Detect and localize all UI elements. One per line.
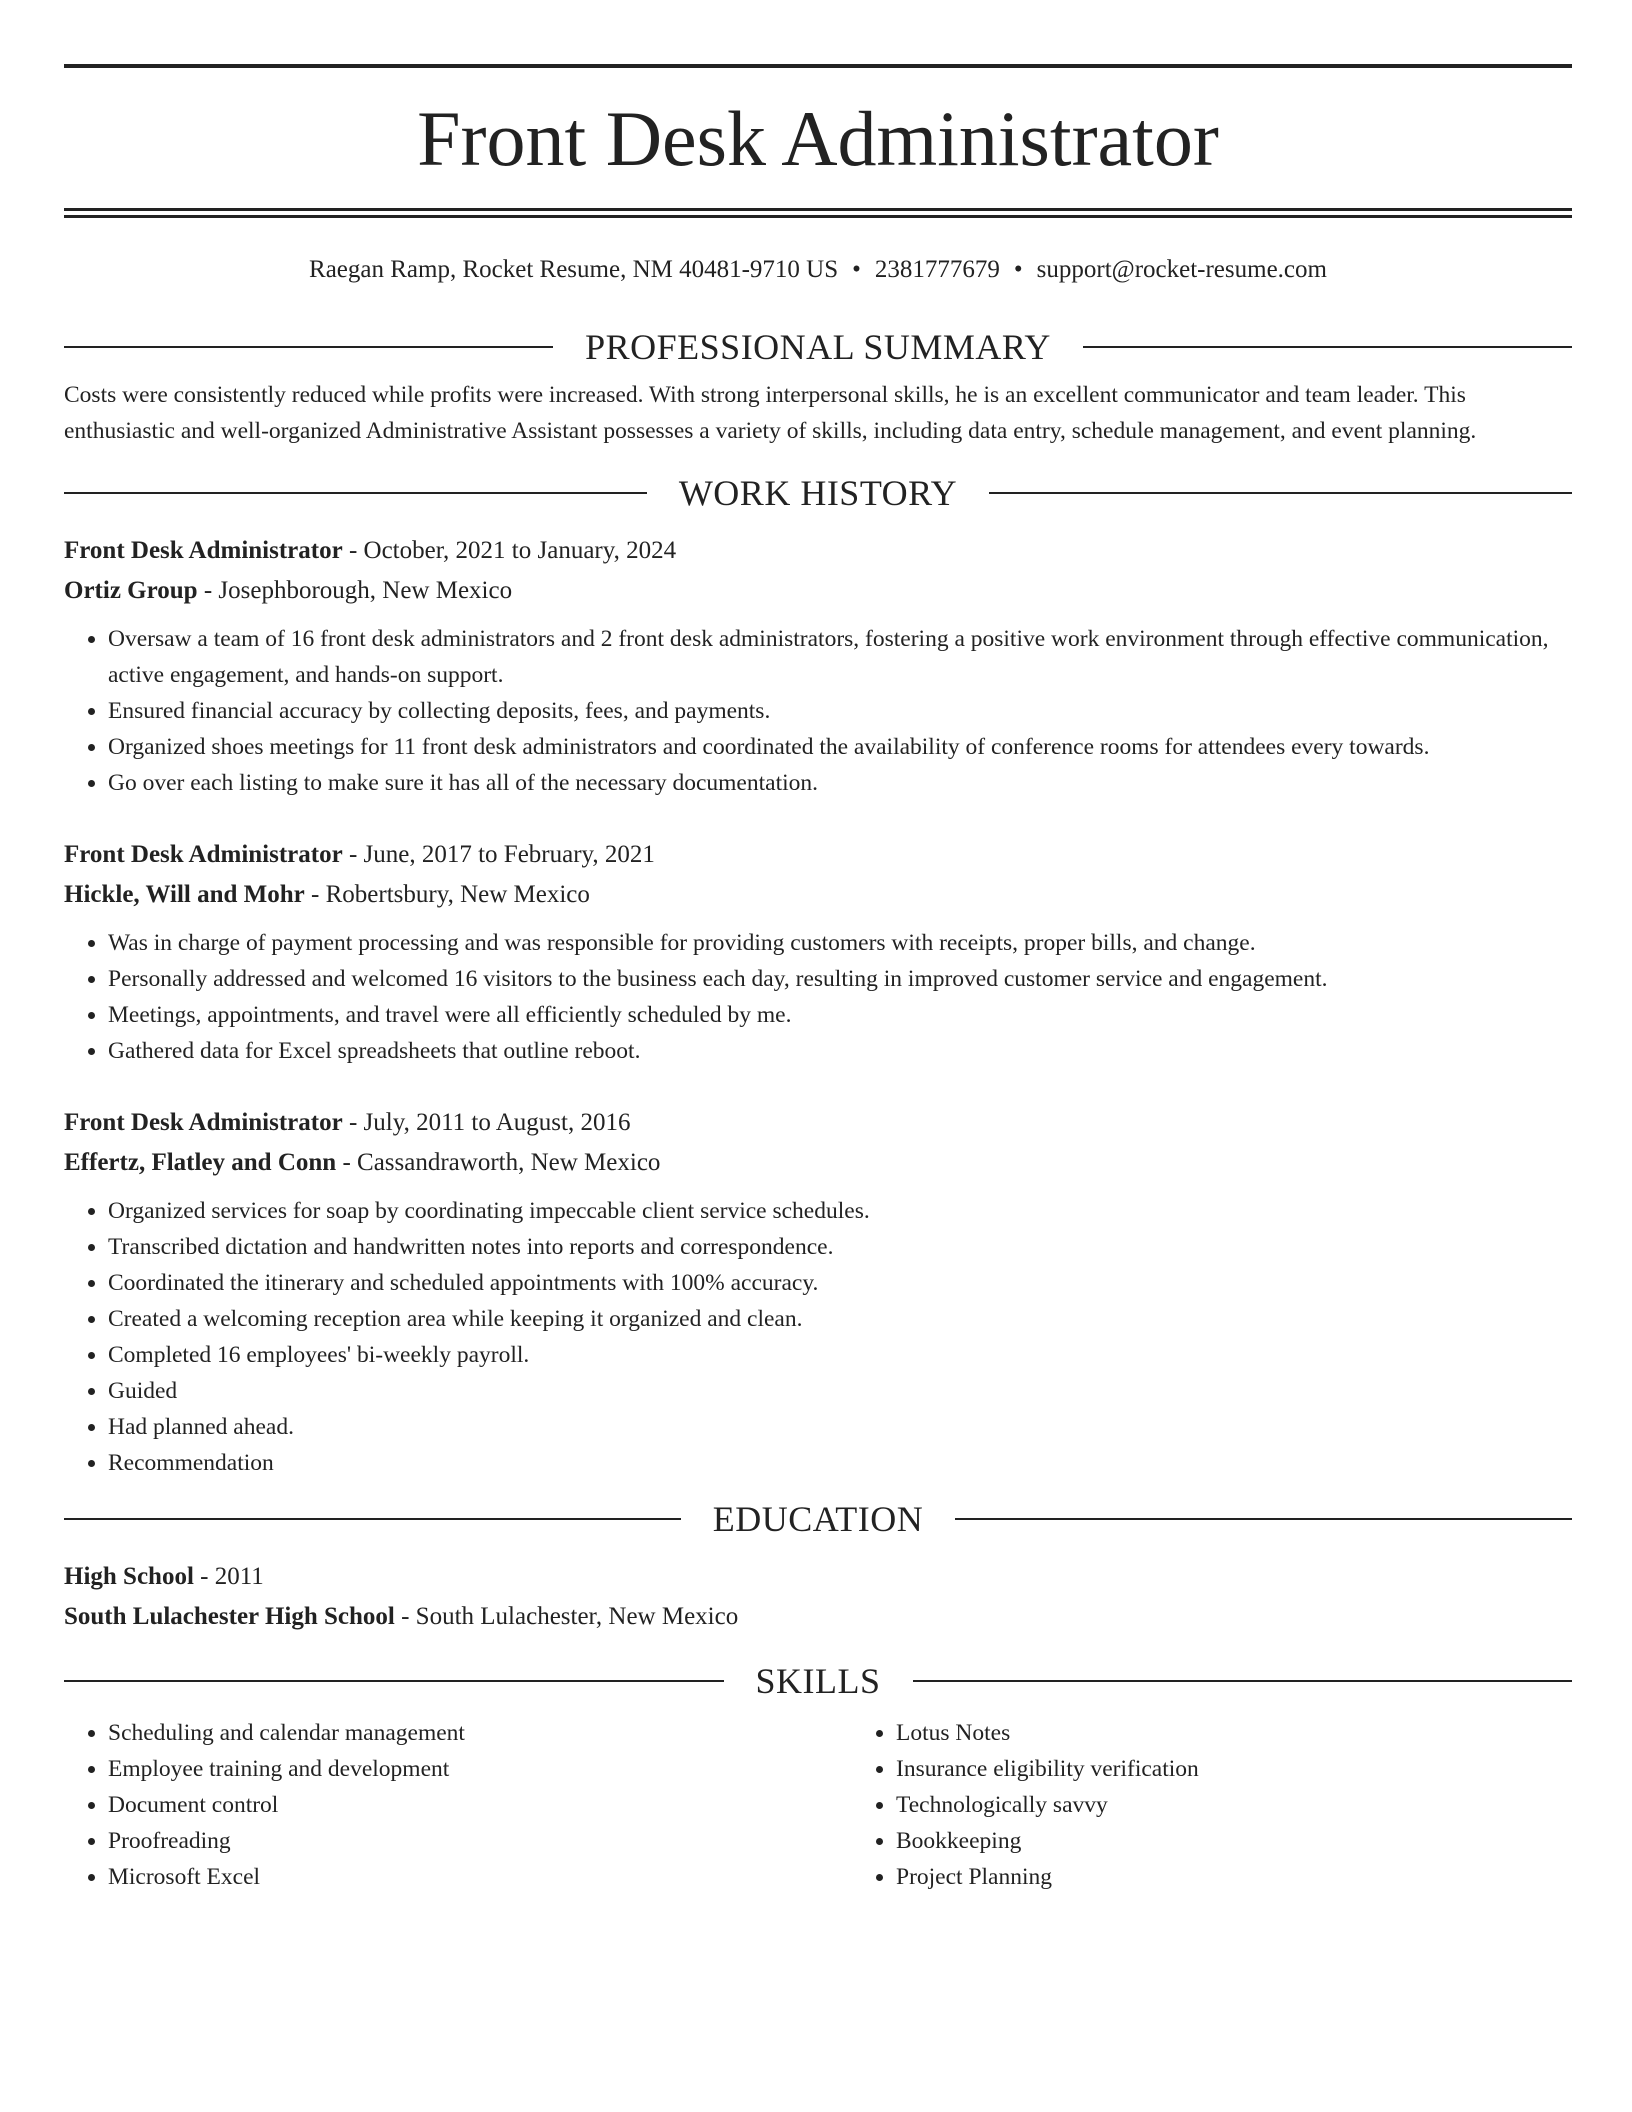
education-location: - South Lulachester, New Mexico: [394, 1602, 739, 1630]
job-title: Front Desk Administrator: [64, 536, 343, 564]
section-title-work-history: WORK HISTORY: [678, 472, 958, 513]
section-rule-right: [955, 1518, 1572, 1520]
list-item: • Completed 16 employees' bi-weekly payroll.: [108, 1337, 1572, 1373]
skill-item: • Project Planning: [896, 1859, 1632, 1895]
list-item: • Created a welcoming reception area while keeping it organized and clean.: [108, 1301, 1572, 1337]
job-entry-1: [64, 531, 1572, 801]
list-item: • Transcribed dictation and handwritten notes into reports and correspondence.: [108, 1229, 1572, 1265]
skills-list-right: [852, 1715, 1632, 1895]
job-title: Front Desk Administrator: [64, 840, 343, 868]
contact-separator: •: [852, 256, 861, 283]
section-rule-right: [989, 492, 1572, 494]
resume-page: [64, 64, 1572, 1895]
job-title: Front Desk Administrator: [64, 1108, 343, 1136]
skills-columns: [64, 1715, 1572, 1895]
list-item: • Oversaw a team of 16 front desk administrators and 2 front desk administrators, fostering a positive work environment through effective communication, active engagement, and hands-on support.: [108, 621, 1572, 693]
job-title-line: [64, 835, 1572, 875]
job-title-line: [64, 1103, 1572, 1143]
resume-title: Front Desk Administrator: [417, 95, 1219, 182]
education-degree-line: [64, 1557, 1572, 1597]
section-rule-left: [64, 1518, 681, 1520]
skill-item: • Document control: [108, 1787, 852, 1823]
list-item: • Personally addressed and welcomed 16 visitors to the business each day, resulting in improved customer service and engagement.: [108, 961, 1572, 997]
section-header-work-history: [64, 473, 1572, 513]
job-entry-3: [64, 1103, 1572, 1481]
list-item: • Organized services for soap by coordinating impeccable client service schedules.: [108, 1193, 1572, 1229]
list-item: • Recommendation: [108, 1445, 1572, 1481]
list-item: • Gathered data for Excel spreadsheets that outline reboot.: [108, 1033, 1572, 1069]
section-rule-left: [64, 1680, 724, 1682]
skill-item: • Insurance eligibility verification: [896, 1751, 1632, 1787]
skill-item: • Scheduling and calendar management: [108, 1715, 852, 1751]
education-year: - 2011: [193, 1562, 264, 1590]
list-item: • Guided: [108, 1373, 1572, 1409]
job-location: - Josephborough, New Mexico: [197, 576, 513, 604]
section-title-education: EDUCATION: [712, 1498, 924, 1539]
list-item: • Meetings, appointments, and travel were all efficiently scheduled by me.: [108, 997, 1572, 1033]
title-double-rule: [64, 208, 1572, 218]
job-bullets: [64, 1193, 1572, 1481]
job-company: Effertz, Flatley and Conn: [64, 1148, 337, 1176]
skill-item: • Lotus Notes: [896, 1715, 1632, 1751]
skill-item: • Microsoft Excel: [108, 1859, 852, 1895]
contact-phone: 2381777679: [874, 256, 1000, 283]
job-company: Ortiz Group: [64, 576, 198, 604]
job-dates: - October, 2021 to January, 2024: [342, 536, 677, 564]
contact-email[interactable]: support@rocket-resume.com: [1036, 256, 1327, 283]
summary-text: Costs were consistently reduced while profits were increased. With strong interpersonal skills, he is an excellent communicator and team leader. This enthusiastic and well-organized Administrative Assistant possesses a variety of skills, including data entry, schedule management, and event planning.: [64, 382, 1477, 444]
job-company-line: [64, 571, 1572, 611]
list-item: • Ensured financial accuracy by collecting deposits, fees, and payments.: [108, 693, 1572, 729]
skill-item: • Employee training and development: [108, 1751, 852, 1787]
section-rule-right: [913, 1680, 1573, 1682]
job-title-line: [64, 531, 1572, 571]
section-title-summary: PROFESSIONAL SUMMARY: [585, 327, 1051, 367]
list-item: • Had planned ahead.: [108, 1409, 1572, 1445]
skill-item: • Technologically savvy: [896, 1787, 1632, 1823]
contact-address: Raegan Ramp, Rocket Resume, NM 40481-9710 US: [309, 256, 839, 283]
job-location: - Cassandraworth, New Mexico: [336, 1148, 661, 1176]
list-item: • Was in charge of payment processing and was responsible for providing customers with receipts, proper bills, and change.: [108, 925, 1572, 961]
list-item: • Organized shoes meetings for 11 front desk administrators and coordinated the availability of conference rooms for attendees every towards.: [108, 729, 1572, 765]
education-school-line: [64, 1597, 1572, 1637]
job-bullets: [64, 621, 1572, 801]
section-header-summary: [64, 327, 1572, 367]
job-dates: - June, 2017 to February, 2021: [342, 840, 655, 868]
top-rule: [64, 64, 1572, 68]
job-location: - Robertsbury, New Mexico: [304, 880, 590, 908]
contact-separator: •: [1013, 256, 1023, 283]
section-header-skills: [64, 1661, 1572, 1701]
job-bullets: [64, 925, 1572, 1069]
section-title-skills: SKILLS: [755, 1660, 881, 1701]
skill-item: • Bookkeeping: [896, 1823, 1632, 1859]
job-entry-2: [64, 835, 1572, 1069]
skills-list-left: [64, 1715, 852, 1895]
job-company-line: [64, 1143, 1572, 1183]
job-dates: - July, 2011 to August, 2016: [342, 1108, 631, 1136]
section-rule-left: [64, 492, 647, 494]
section-rule-left: [64, 346, 553, 348]
list-item: • Go over each listing to make sure it has all of the necessary documentation.: [108, 765, 1572, 801]
section-header-education: [64, 1499, 1572, 1539]
contact-line: [64, 255, 1572, 285]
education-degree: High School: [64, 1562, 194, 1590]
section-rule-right: [1083, 346, 1572, 348]
job-company: Hickle, Will and Mohr: [64, 880, 305, 908]
list-item: • Coordinated the itinerary and scheduled appointments with 100% accuracy.: [108, 1265, 1572, 1301]
job-company-line: [64, 875, 1572, 915]
education-school: South Lulachester High School: [64, 1602, 395, 1630]
skill-item: • Proofreading: [108, 1823, 852, 1859]
education-entry: [64, 1557, 1572, 1637]
